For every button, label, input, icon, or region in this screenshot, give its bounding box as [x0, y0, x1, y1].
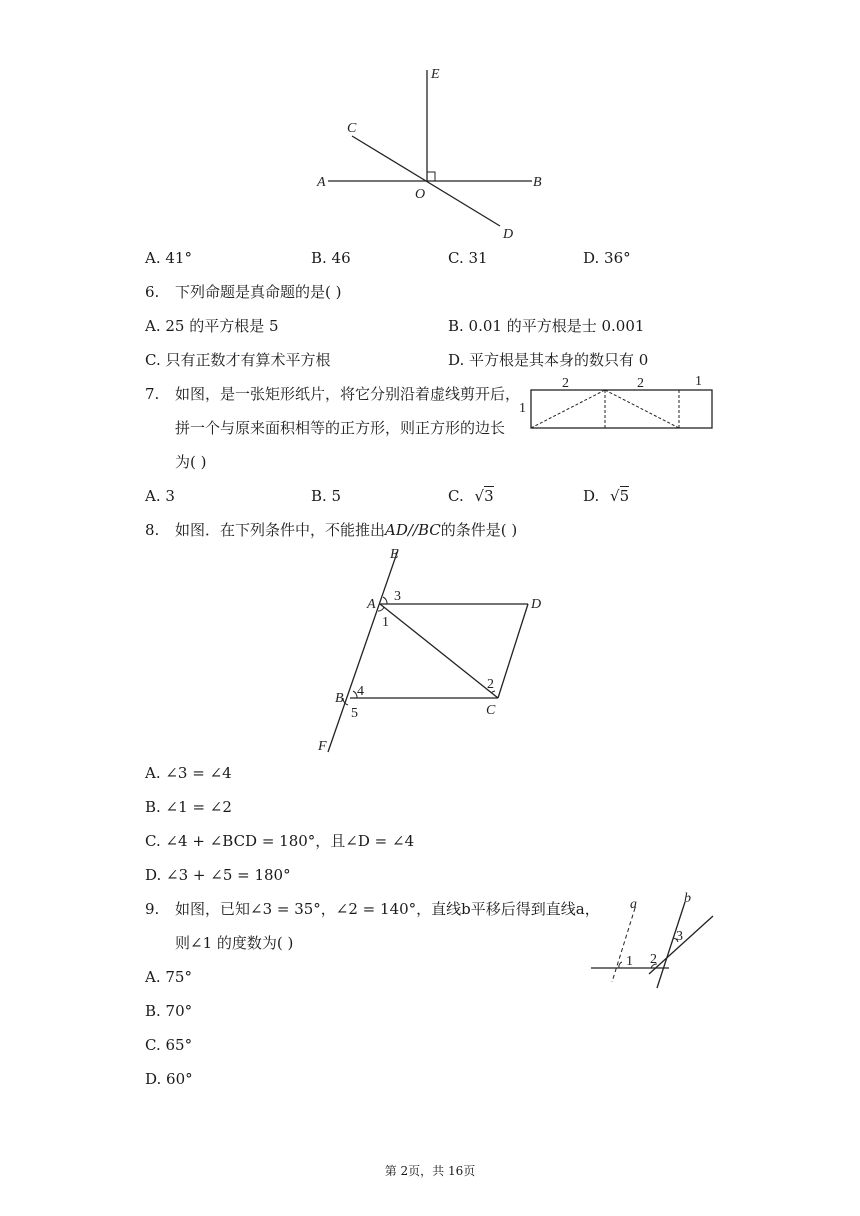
q8-stem-pre: 如图．在下列条件中，不能推出 [175, 521, 386, 539]
angle-arc-1 [619, 962, 622, 968]
label-e: E [390, 547, 399, 562]
q8-option-c: C. ∠4 + ∠BCD = 180°，且∠D = ∠4 [145, 832, 415, 850]
label-1: 1 [626, 954, 633, 969]
label-d: D [531, 597, 542, 612]
q8-number: 8. [145, 521, 160, 539]
q6-option-c: C. 只有正数才有算术平方根 [145, 351, 331, 369]
q9-stem-line1: 如图，已知∠3 = 35°，∠2 = 140°，直线b平移后得到直线a， [175, 900, 600, 918]
q7-number: 7. [145, 385, 160, 403]
label-a: A [367, 597, 376, 612]
label-top-right: 1 [695, 374, 702, 389]
dashed-diagonal-right [605, 390, 679, 428]
q5-option-a: A. 41° [145, 249, 192, 267]
label-a: a [630, 897, 637, 912]
q9-option-c: C. 65° [145, 1036, 193, 1054]
q9-stem-line2: 则∠1 的度数为( ) [175, 934, 294, 952]
q7-option-c-radicand: 3 [484, 487, 494, 505]
q7-option-d [583, 486, 629, 506]
label-3: 3 [394, 589, 401, 604]
label-3: 3 [676, 929, 683, 944]
q7-option-c [448, 486, 494, 506]
label-left: 1 [519, 401, 526, 416]
label-b: b [684, 891, 691, 906]
q8-option-b: B. ∠1 = ∠2 [145, 798, 232, 816]
q9-option-b: B. 70° [145, 1002, 193, 1020]
right-angle-mark [427, 172, 435, 181]
rectangle-outline [531, 390, 712, 428]
q6-option-a: A. 25 的平方根是 5 [145, 317, 279, 335]
label-2: 2 [650, 952, 657, 967]
q6-stem: 下列命题是真命题的是( ) [175, 283, 342, 301]
q7-option-d-prefix: D. [583, 487, 600, 505]
q6-option-b: B. 0.01 的平方根是士 0.001 [448, 317, 645, 335]
label-c: C [486, 703, 496, 718]
q8-option-d: D. ∠3 + ∠5 = 180° [145, 866, 291, 884]
figure-parallel-lines [585, 888, 720, 993]
label-e: E [431, 67, 440, 82]
label-5: 5 [351, 706, 358, 721]
q6-option-d: D. 平方根是其本身的数只有 0 [448, 351, 649, 369]
label-c: C [347, 121, 357, 136]
label-o: O [415, 187, 426, 202]
figure-quadrilateral-abcd [310, 545, 570, 760]
q7-option-d-radicand: 5 [619, 487, 630, 505]
label-top-left: 2 [562, 376, 569, 391]
q7-stem-line1: 如图，是一张矩形纸片，将它分别沿着虚线剪开后， [175, 385, 521, 403]
sqrt-sign: √ [474, 487, 485, 505]
dashed-diagonal-left [531, 390, 605, 428]
label-d: D [503, 227, 514, 242]
label-2: 2 [487, 677, 494, 692]
q9-option-a: A. 75° [145, 968, 192, 986]
label-1: 1 [382, 615, 389, 630]
segment-ac [380, 604, 498, 698]
q7-stem-line3: 为( ) [175, 453, 207, 471]
q7-option-a: A. 3 [145, 487, 175, 505]
segment-dc [498, 604, 528, 698]
label-a: A [317, 175, 326, 190]
q9-option-d: D. 60° [145, 1070, 193, 1088]
figure-rectangle-paper [515, 372, 720, 434]
label-top-mid: 2 [637, 376, 644, 391]
transversal-line [649, 916, 713, 974]
label-b: B [335, 691, 344, 706]
sqrt-sign: √ [610, 487, 620, 505]
angle-arc-1 [378, 607, 384, 611]
angle-arc-3 [383, 597, 387, 604]
q6-number: 6. [145, 283, 160, 301]
q7-option-c-prefix: C. [448, 487, 464, 505]
q7-option-b: B. 5 [311, 487, 342, 505]
q8-stem-post: 的条件是( ) [440, 521, 518, 539]
page-footer: 第 2页，共 16页 [384, 1164, 476, 1178]
label-4: 4 [357, 684, 364, 699]
q5-option-c: C. 31 [448, 249, 488, 267]
line-ef [328, 550, 398, 752]
q8-stem-math: AD//BC [385, 521, 441, 539]
figure-angle-aob [310, 60, 550, 245]
q9-number: 9. [145, 900, 160, 918]
q5-option-d: D. 36° [583, 249, 631, 267]
label-b: B [533, 175, 542, 190]
q5-option-b: B. 46 [311, 249, 351, 267]
line-a-dashed [612, 908, 635, 982]
q7-stem-line2: 拼一个与原来面积相等的正方形，则正方形的边长 [175, 419, 506, 437]
label-f: F [318, 739, 327, 754]
q8-option-a: A. ∠3 = ∠4 [145, 764, 232, 782]
q8-stem [175, 520, 517, 540]
